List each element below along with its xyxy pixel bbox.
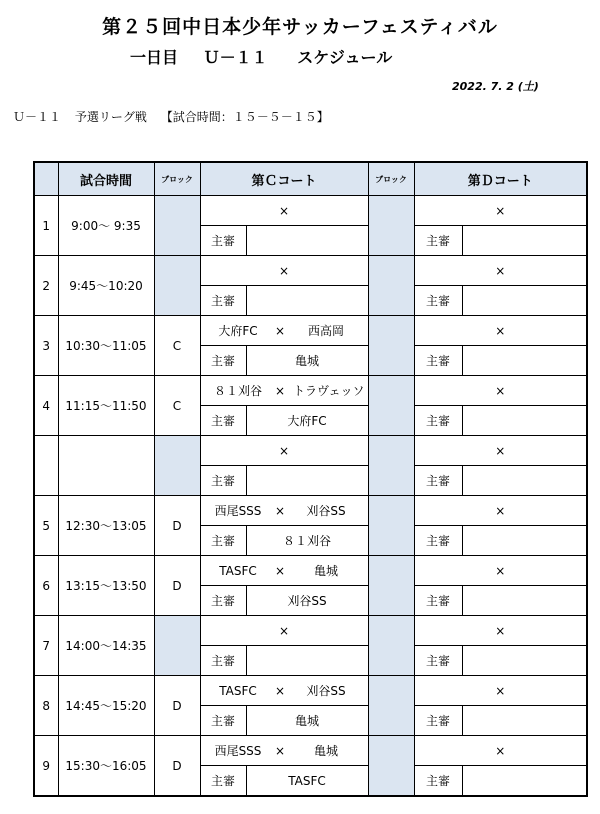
court-c-referee-label: 主審 <box>200 706 246 736</box>
court-c-referee: 亀城 <box>246 346 368 376</box>
court-d-referee <box>462 706 587 736</box>
court-c-team-b: 西高岡 <box>307 324 344 338</box>
court-c-referee <box>246 646 368 676</box>
court-d-referee <box>462 766 587 797</box>
court-d-referee <box>462 586 587 616</box>
court-d-vs-mark: × <box>495 683 506 698</box>
court-c-referee: TASFC <box>246 766 368 797</box>
court-c-team-b: 刈谷SS <box>306 684 346 698</box>
court-d-match <box>414 316 587 346</box>
court-d-match <box>414 556 587 586</box>
court-d-block <box>368 736 414 797</box>
court-d-vs-mark: × <box>495 323 506 338</box>
court-c-match <box>200 736 368 766</box>
header-block-c: ブロック <box>154 162 200 196</box>
court-c-team-a: ８１刈谷 <box>213 384 262 398</box>
court-c-referee-label: 主審 <box>200 346 246 376</box>
court-c-match <box>200 436 368 466</box>
table-row <box>34 436 587 466</box>
court-c-block: D <box>154 736 200 797</box>
match-time <box>58 436 154 496</box>
court-c-referee <box>246 466 368 496</box>
court-c-vs-mark: × <box>274 684 286 698</box>
court-c-referee: 大府FC <box>246 406 368 436</box>
court-c-referee-label: 主審 <box>200 406 246 436</box>
match-time: 11:15～11:50 <box>58 376 154 436</box>
table-row <box>34 676 587 706</box>
court-d-block <box>368 376 414 436</box>
court-c-referee-label: 主審 <box>200 766 246 797</box>
court-c-team-a: 西尾SSS <box>214 744 262 758</box>
match-number: 4 <box>34 376 58 436</box>
court-c-team-a: TASFC <box>219 564 257 578</box>
match-time: 9:00～ 9:35 <box>58 196 154 256</box>
court-c-team-b: 亀城 <box>313 744 338 758</box>
court-d-referee-label: 主審 <box>414 646 462 676</box>
match-number: 8 <box>34 676 58 736</box>
court-c-block <box>154 256 200 316</box>
match-number <box>34 436 58 496</box>
court-d-block <box>368 496 414 556</box>
court-c-match <box>200 256 368 286</box>
court-d-referee <box>462 286 587 316</box>
court-c-referee-label: 主審 <box>200 286 246 316</box>
court-c-vs-mark: × <box>278 263 290 278</box>
court-d-referee-label: 主審 <box>414 466 462 496</box>
court-c-vs-mark: × <box>274 324 286 338</box>
court-c-vs-mark: × <box>278 443 290 458</box>
league-category: Ｕ－１１ <box>13 110 62 124</box>
court-c-referee: ８１刈谷 <box>246 526 368 556</box>
court-d-vs-mark: × <box>495 503 506 518</box>
court-d-match <box>414 736 587 766</box>
league-match-time: 【試合時間：１５－５－１５】 <box>160 110 329 124</box>
table-header-row <box>34 162 587 196</box>
court-c-vs-mark: × <box>274 744 286 758</box>
court-d-vs-mark: × <box>495 563 506 578</box>
court-d-referee <box>462 646 587 676</box>
court-c-referee-label: 主審 <box>200 526 246 556</box>
subtitle-day: 一日目 <box>130 48 179 67</box>
court-d-match <box>414 676 587 706</box>
court-d-referee <box>462 226 587 256</box>
court-c-referee-label: 主審 <box>200 466 246 496</box>
header-time: 試合時間 <box>58 162 154 196</box>
court-d-block <box>368 256 414 316</box>
court-d-block <box>368 316 414 376</box>
court-d-vs-mark: × <box>495 443 506 458</box>
table-row <box>34 496 587 526</box>
court-c-block: D <box>154 676 200 736</box>
match-number: 3 <box>34 316 58 376</box>
court-c-match <box>200 556 368 586</box>
court-d-referee-label: 主審 <box>414 406 462 436</box>
court-c-match <box>200 316 368 346</box>
schedule-date: 2022. 7. 2 (土) <box>452 80 539 93</box>
table-row <box>34 256 587 286</box>
court-d-referee-label: 主審 <box>414 226 462 256</box>
court-d-match <box>414 196 587 226</box>
court-c-team-a: 大府FC <box>218 324 258 338</box>
court-c-block <box>154 196 200 256</box>
court-c-vs-mark: × <box>278 203 290 218</box>
court-d-block <box>368 196 414 256</box>
court-d-referee <box>462 466 587 496</box>
match-time: 9:45～10:20 <box>58 256 154 316</box>
court-d-referee-label: 主審 <box>414 346 462 376</box>
court-c-team-b: トラヴェッソ <box>293 384 365 398</box>
court-d-referee <box>462 346 587 376</box>
court-c-vs-mark: × <box>274 564 286 578</box>
court-c-referee <box>246 286 368 316</box>
court-c-block <box>154 616 200 676</box>
court-d-vs-mark: × <box>495 203 506 218</box>
court-c-vs-mark: × <box>274 384 286 398</box>
match-time: 14:00～14:35 <box>58 616 154 676</box>
table-row <box>34 316 587 346</box>
court-c-team-b: 刈谷SS <box>306 504 346 518</box>
court-c-vs-mark: × <box>278 623 290 638</box>
court-d-vs-mark: × <box>495 383 506 398</box>
court-d-referee-label: 主審 <box>414 526 462 556</box>
court-d-referee-label: 主審 <box>414 766 462 797</box>
court-c-block: D <box>154 556 200 616</box>
court-d-match <box>414 616 587 646</box>
subtitle-word: スケジュール <box>297 48 393 67</box>
court-c-referee: 亀城 <box>246 706 368 736</box>
table-row <box>34 736 587 766</box>
court-d-block <box>368 556 414 616</box>
court-c-block: D <box>154 496 200 556</box>
page-title: 第２５回中日本少年サッカーフェスティバル <box>102 16 498 38</box>
court-d-vs-mark: × <box>495 263 506 278</box>
page-subtitle <box>130 45 392 68</box>
table-row <box>34 376 587 406</box>
match-number: 1 <box>34 196 58 256</box>
table-row <box>34 556 587 586</box>
match-number: 9 <box>34 736 58 797</box>
court-c-block <box>154 436 200 496</box>
court-d-match <box>414 376 587 406</box>
court-d-referee <box>462 406 587 436</box>
match-number: 6 <box>34 556 58 616</box>
court-d-block <box>368 676 414 736</box>
header-court-c: 第Ｃコート <box>200 162 368 196</box>
match-time: 12:30～13:05 <box>58 496 154 556</box>
court-d-vs-mark: × <box>495 623 506 638</box>
court-d-block <box>368 616 414 676</box>
league-heading <box>13 108 329 125</box>
court-c-match <box>200 616 368 646</box>
court-d-referee-label: 主審 <box>414 586 462 616</box>
table-row <box>34 616 587 646</box>
match-time: 10:30～11:05 <box>58 316 154 376</box>
court-c-block: C <box>154 376 200 436</box>
match-time: 15:30～16:05 <box>58 736 154 797</box>
match-time: 14:45～15:20 <box>58 676 154 736</box>
table-row <box>34 196 587 226</box>
court-d-referee-label: 主審 <box>414 706 462 736</box>
league-name: 予選リーグ戦 <box>74 110 147 124</box>
match-number: 7 <box>34 616 58 676</box>
court-d-referee-label: 主審 <box>414 286 462 316</box>
match-number: 5 <box>34 496 58 556</box>
court-c-match <box>200 376 368 406</box>
court-c-referee <box>246 226 368 256</box>
header-number <box>34 162 58 196</box>
court-c-block: C <box>154 316 200 376</box>
court-c-team-a: TASFC <box>219 684 257 698</box>
court-c-vs-mark: × <box>274 504 286 518</box>
court-c-referee-label: 主審 <box>200 646 246 676</box>
header-block-d: ブロック <box>368 162 414 196</box>
subtitle-category: Ｕ－１１ <box>203 48 268 67</box>
match-number: 2 <box>34 256 58 316</box>
header-court-d: 第Ｄコート <box>414 162 587 196</box>
court-d-vs-mark: × <box>495 743 506 758</box>
court-d-match <box>414 436 587 466</box>
court-d-match <box>414 496 587 526</box>
court-c-referee-label: 主審 <box>200 226 246 256</box>
court-c-match <box>200 496 368 526</box>
court-c-referee-label: 主審 <box>200 586 246 616</box>
schedule-table <box>33 161 588 797</box>
court-d-block <box>368 436 414 496</box>
court-c-team-a: 西尾SSS <box>214 504 262 518</box>
court-c-match <box>200 676 368 706</box>
court-c-referee: 刈谷SS <box>246 586 368 616</box>
court-c-team-b: 亀城 <box>313 564 338 578</box>
match-time: 13:15～13:50 <box>58 556 154 616</box>
court-d-match <box>414 256 587 286</box>
court-c-match <box>200 196 368 226</box>
schedule-body <box>34 196 587 797</box>
court-d-referee <box>462 526 587 556</box>
